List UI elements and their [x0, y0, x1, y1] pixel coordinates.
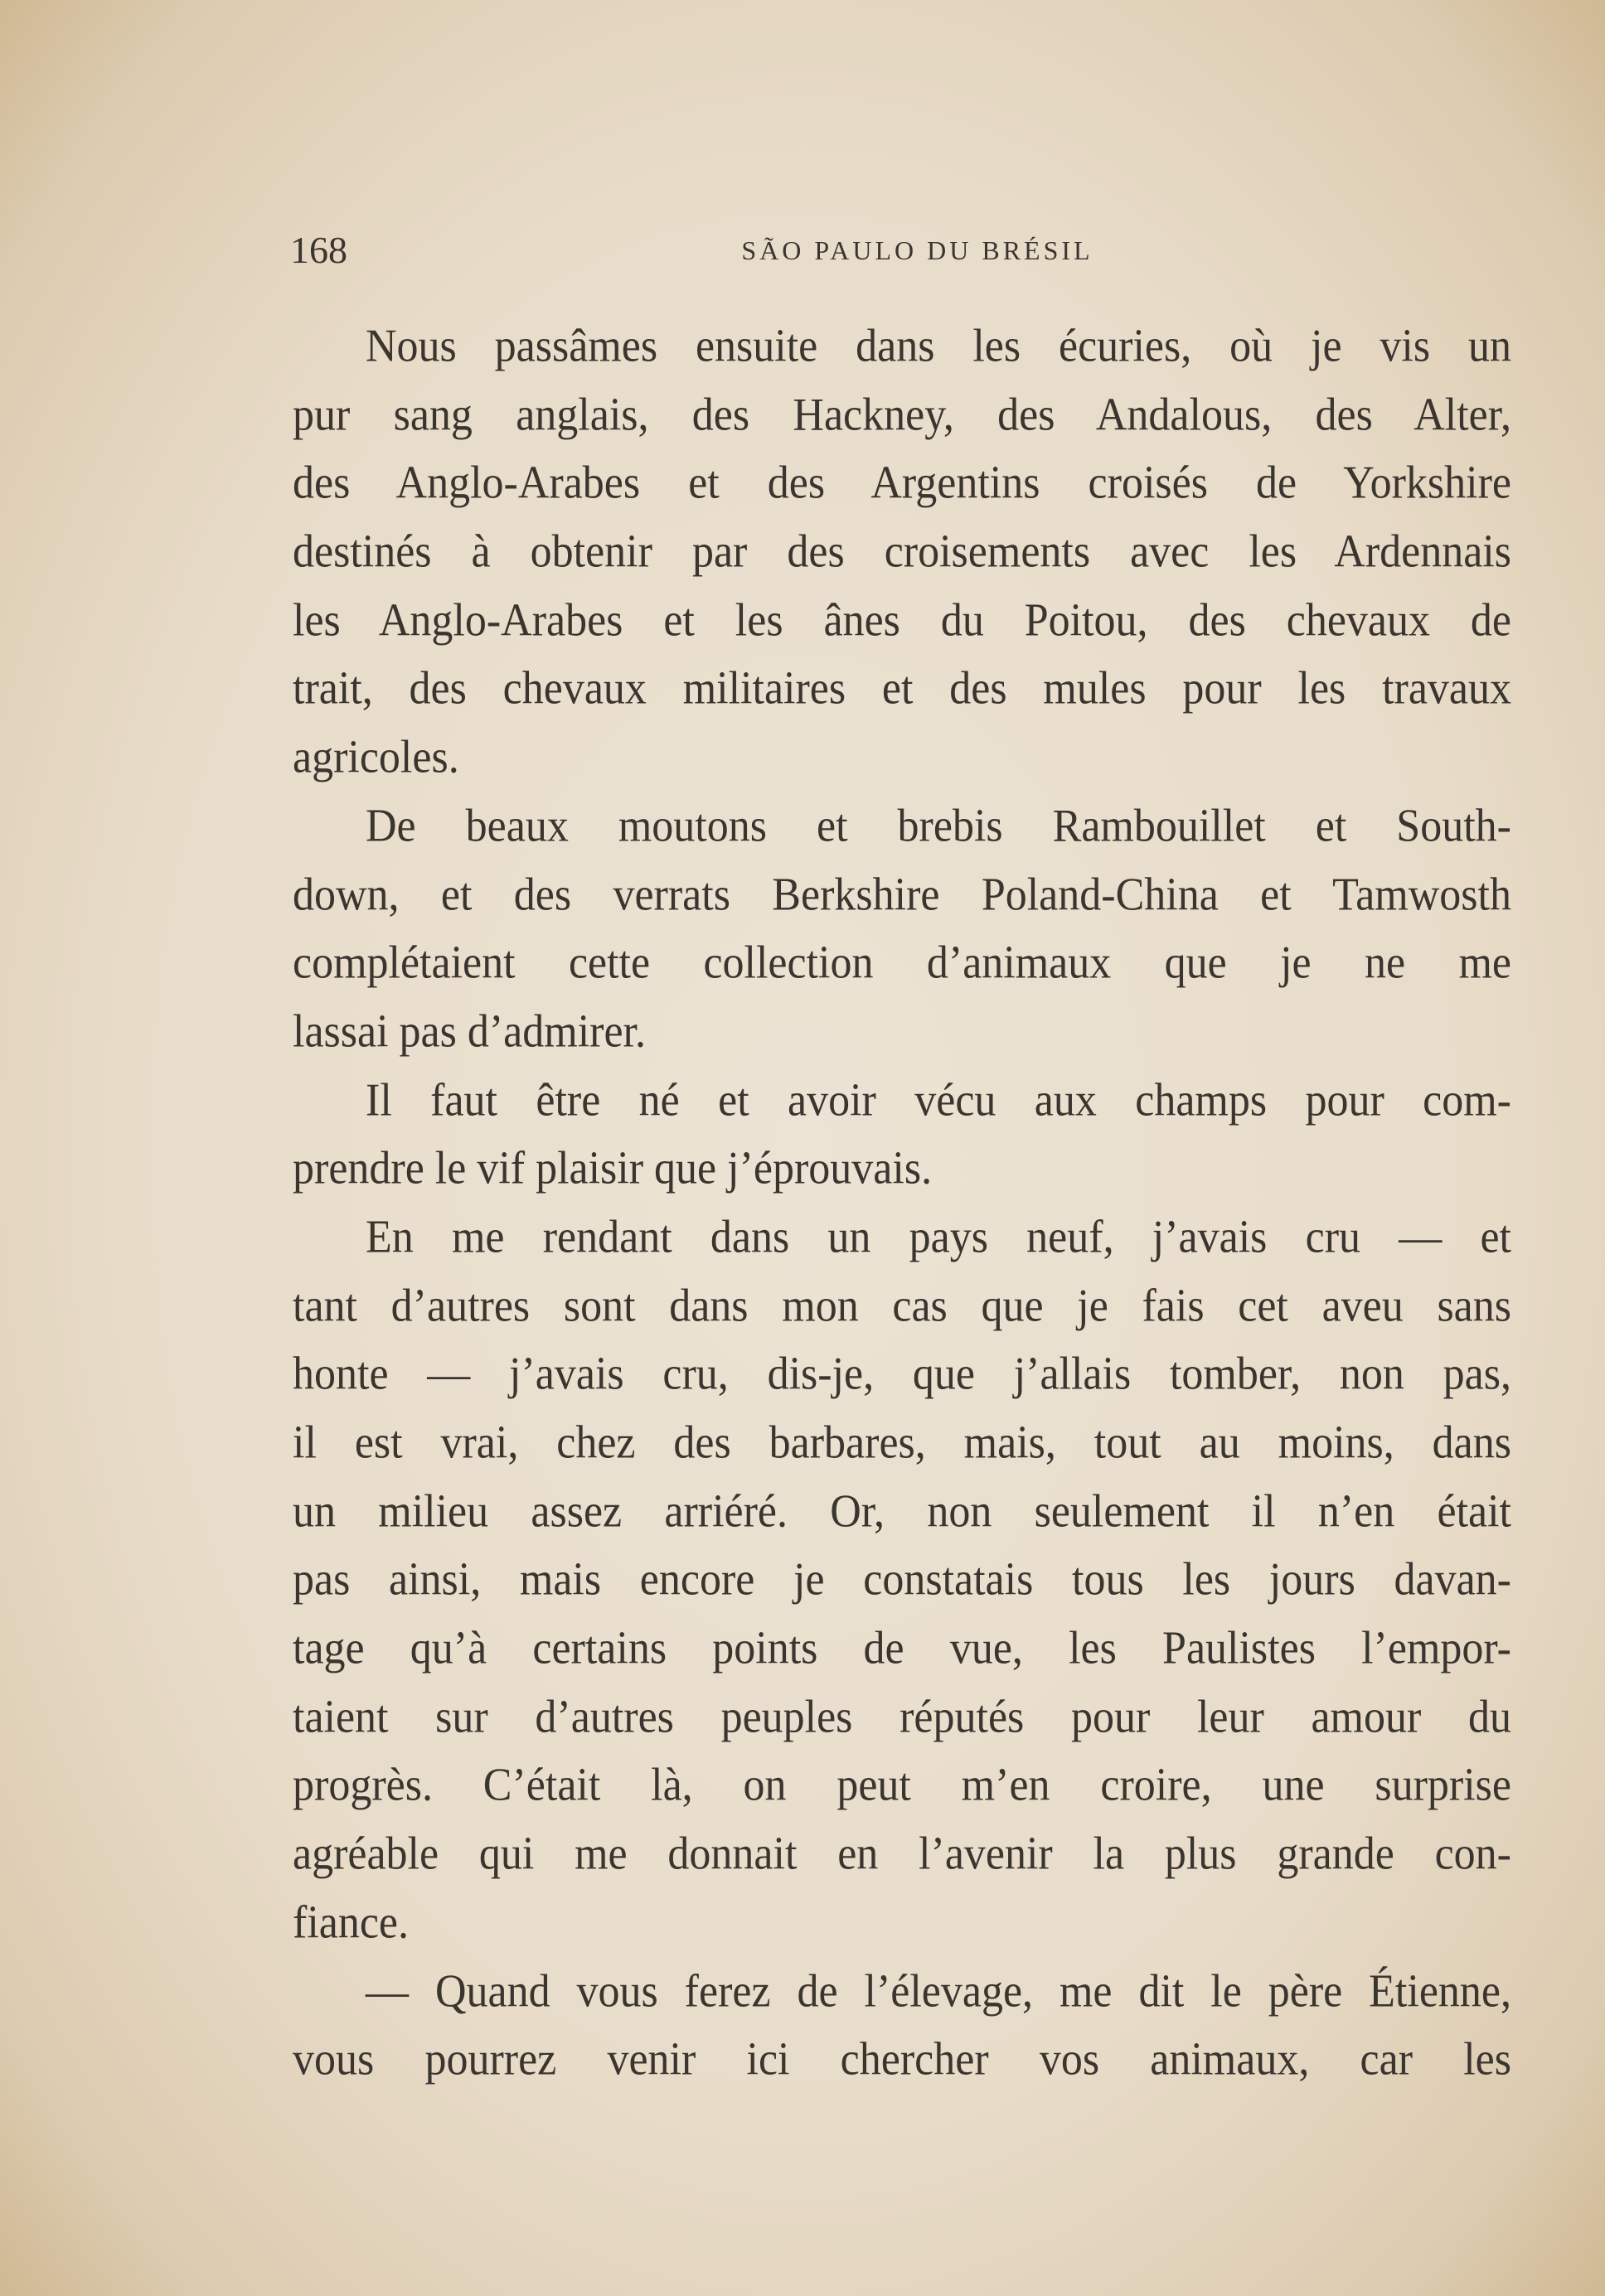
text-line: prendre le vif plaisir que j’éprouvais. — [293, 1142, 933, 1194]
text-line: De beaux moutons et brebis Rambouillet et South- — [366, 800, 1511, 852]
text-line: progrès. C’était là, on peut m’en croire, une surprise — [293, 1760, 1511, 1811]
text-line: tant d’autres sont dans mon cas que je fais cet aveu sans — [293, 1280, 1511, 1331]
running-title: SÃO PAULO DU BRÉSIL — [741, 235, 1093, 265]
text-line: pas ainsi, mais encore je constatais tous les jours davan- — [293, 1554, 1511, 1606]
paragraph — [293, 312, 1511, 792]
page-body-text — [293, 312, 1511, 2095]
text-line: agréable qui me donnait en l’avenir la plus grande con- — [293, 1828, 1511, 1880]
text-line: il est vrai, chez des barbares, mais, tout au moins, dans — [293, 1417, 1511, 1469]
paragraph — [293, 1958, 1511, 2095]
text-line: Nous passâmes ensuite dans les écuries, où je vis un — [366, 320, 1511, 372]
paragraph — [293, 1067, 1511, 1204]
page-number: 168 — [290, 229, 347, 271]
text-line: des Anglo-Arabes et des Argentins croisés de Yorkshire — [293, 458, 1511, 509]
text-line: pur sang anglais, des Hackney, des Andalous, des Alter, — [293, 389, 1511, 440]
text-line: trait, des chevaux militaires et des mules pour les travaux — [293, 663, 1511, 714]
text-line: En me rendant dans un pays neuf, j’avais cru — et — [366, 1211, 1511, 1263]
text-line: fiance. — [293, 1896, 410, 1949]
text-line: down, et des verrats Berkshire Poland-China et Tamwosth — [293, 869, 1511, 920]
text-line: un milieu assez arriéré. Or, non seulement il n’en était — [293, 1485, 1511, 1537]
page-header — [290, 217, 1511, 283]
text-line: destinés à obtenir par des croisements avec les Ardennais — [293, 526, 1511, 578]
text-line: tage qu’à certains points de vue, les Paulistes l’empor- — [293, 1622, 1511, 1674]
text-line: complétaient cette collection d’animaux que je ne me — [293, 937, 1511, 989]
text-line: vous pourrez venir ici chercher vos animaux, car les — [293, 2033, 1511, 2085]
text-line: taient sur d’autres peuples réputés pour leur amour du — [293, 1691, 1511, 1742]
text-line: agricoles. — [293, 731, 459, 783]
text-line: lassai pas d’admirer. — [293, 1005, 646, 1058]
paragraph — [293, 1204, 1511, 1958]
paragraph — [293, 792, 1511, 1067]
text-line: les Anglo-Arabes et les ânes du Poitou, des chevaux de — [293, 594, 1511, 646]
text-line: Il faut être né et avoir vécu aux champs pour com- — [366, 1074, 1511, 1126]
text-line: honte — j’avais cru, dis-je, que j’allais tomber, non pas, — [293, 1348, 1511, 1400]
text-line: — Quand vous ferez de l’élevage, me dit le père Étienne, — [366, 1965, 1511, 2017]
